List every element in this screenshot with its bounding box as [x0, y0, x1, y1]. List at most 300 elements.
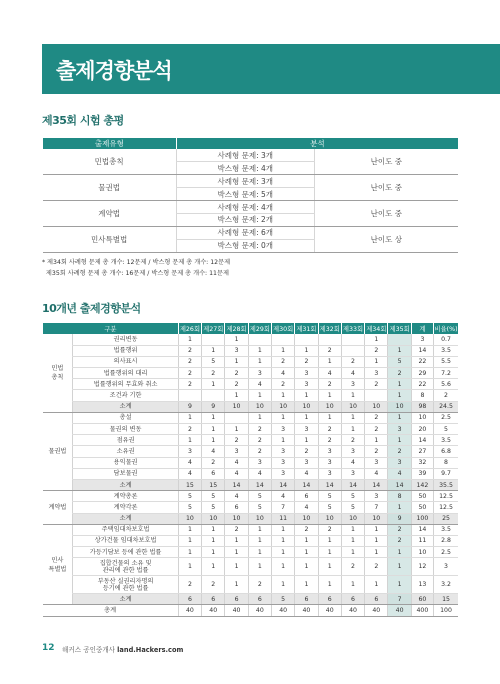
data-row: [43, 379, 459, 390]
value-cell: 12.5: [434, 502, 458, 513]
value-cell: 6: [225, 594, 248, 605]
value-cell: 14: [388, 479, 411, 490]
value-cell: 7: [365, 502, 388, 513]
item-cell: 사례형 문제: 3개: [176, 175, 314, 188]
column-header: 제34회: [365, 323, 388, 334]
value-cell: 4: [225, 468, 248, 479]
value-cell: 2: [318, 524, 341, 535]
value-cell: 1: [248, 345, 271, 356]
value-cell: [341, 334, 364, 345]
value-cell: 10: [225, 513, 248, 524]
value-cell: 3: [248, 368, 271, 379]
value-cell: 3: [271, 446, 294, 457]
value-cell: 8: [411, 390, 433, 401]
value-cell: 1: [271, 558, 294, 576]
page-title: 출제경향분석: [56, 59, 172, 83]
value-cell: 5: [271, 594, 294, 605]
column-header: 제28회: [225, 323, 248, 334]
data-row: [43, 576, 459, 594]
value-cell: 6: [341, 594, 364, 605]
value-cell: 0.7: [434, 334, 458, 345]
item-cell: 박스형 문제: 2개: [176, 213, 314, 226]
value-cell: 1: [271, 390, 294, 401]
value-cell: 10: [271, 401, 294, 412]
note-line: * 제34회 사례형 문제 총 개수: 12문제 / 박스형 문제 총 개수: 12문제: [42, 259, 231, 266]
value-cell: 10: [341, 513, 364, 524]
value-cell: 5: [434, 424, 458, 435]
value-cell: 3: [318, 457, 341, 468]
item-cell: 사례형 문제: 3개: [176, 149, 314, 162]
value-cell: 2: [295, 446, 318, 457]
value-cell: 3: [295, 368, 318, 379]
value-cell: 5: [318, 502, 341, 513]
value-cell: 3.5: [434, 345, 458, 356]
section-title-ten-year: 10개년 출제경향분석: [42, 302, 141, 315]
value-cell: 1: [271, 576, 294, 594]
subtotal-row: [43, 479, 459, 490]
data-row: [43, 535, 459, 546]
topic-label: 상가건물 임대차보호법: [73, 535, 178, 546]
value-cell: 15: [178, 479, 201, 490]
value-cell: 11: [271, 513, 294, 524]
value-cell: 1: [295, 547, 318, 558]
value-cell: 1: [202, 435, 225, 446]
value-cell: 2.5: [434, 412, 458, 423]
footer-site: land.Hackers.com: [117, 646, 184, 654]
value-cell: 1: [295, 558, 318, 576]
value-cell: 5: [318, 491, 341, 502]
value-cell: 1: [178, 334, 201, 345]
value-cell: 10: [341, 401, 364, 412]
column-header: 제30회: [271, 323, 294, 334]
value-cell: 2: [178, 424, 201, 435]
value-cell: 14: [295, 479, 318, 490]
value-cell: 14: [225, 479, 248, 490]
value-cell: 2: [365, 379, 388, 390]
footer-brand-name: 해커스 공인중개사: [62, 646, 116, 654]
value-cell: 3.5: [434, 524, 458, 535]
value-cell: 1: [341, 390, 364, 401]
value-cell: 2: [341, 356, 364, 367]
note-line: 제35회 사례형 문제 총 개수: 16문제 / 박스형 문제 총 개수: 11문제: [42, 269, 229, 277]
value-cell: [248, 334, 271, 345]
item-cell: 사례형 문제: 4개: [176, 201, 314, 214]
value-cell: 12: [411, 558, 433, 576]
type-cell: 민사특별법: [43, 226, 177, 252]
value-cell: 10: [411, 412, 433, 423]
value-cell: 14: [411, 345, 433, 356]
value-cell: 2: [178, 345, 201, 356]
type-cell: 계약법: [43, 201, 177, 227]
value-cell: 1: [248, 390, 271, 401]
value-cell: 5: [341, 491, 364, 502]
value-cell: 3: [318, 468, 341, 479]
value-cell: 2: [178, 356, 201, 367]
value-cell: 4: [365, 468, 388, 479]
value-cell: 1: [388, 379, 411, 390]
column-header: 출제유형: [43, 138, 177, 149]
value-cell: 4: [271, 491, 294, 502]
value-cell: 3: [248, 457, 271, 468]
value-cell: 2: [295, 524, 318, 535]
value-cell: 1: [295, 412, 318, 423]
value-cell: 1: [178, 535, 201, 546]
value-cell: 3: [388, 424, 411, 435]
value-cell: 1: [365, 535, 388, 546]
value-cell: 1: [271, 412, 294, 423]
data-row: [43, 412, 459, 423]
subtotal-label: 소계: [73, 479, 178, 490]
value-cell: 2: [178, 576, 201, 594]
value-cell: [202, 390, 225, 401]
value-cell: 13: [411, 576, 433, 594]
value-cell: 1: [271, 547, 294, 558]
data-row: [43, 345, 459, 356]
topic-label: 계약총론: [73, 491, 178, 502]
column-header: 제32회: [318, 323, 341, 334]
value-cell: 2: [318, 435, 341, 446]
value-cell: 32: [411, 457, 433, 468]
value-cell: 40: [271, 605, 294, 616]
value-cell: 8: [388, 491, 411, 502]
subtotal-row: [43, 513, 459, 524]
value-cell: 5: [341, 502, 364, 513]
value-cell: 1: [202, 535, 225, 546]
value-cell: 3: [365, 368, 388, 379]
value-cell: 1: [202, 412, 225, 423]
value-cell: 8: [434, 457, 458, 468]
value-cell: 22: [411, 379, 433, 390]
column-header: 계: [411, 323, 433, 334]
value-cell: 1: [295, 345, 318, 356]
value-cell: 2: [178, 368, 201, 379]
value-cell: 98: [411, 401, 433, 412]
value-cell: 1: [202, 345, 225, 356]
value-cell: 1: [341, 412, 364, 423]
value-cell: 9: [178, 401, 201, 412]
value-cell: 2: [388, 446, 411, 457]
value-cell: 22: [411, 356, 433, 367]
value-cell: 3: [178, 446, 201, 457]
value-cell: 10: [388, 401, 411, 412]
value-cell: 1: [388, 412, 411, 423]
value-cell: 1: [388, 558, 411, 576]
data-row: [43, 524, 459, 535]
value-cell: 1: [225, 356, 248, 367]
subtotal-row: [43, 594, 459, 605]
value-cell: 2: [248, 446, 271, 457]
value-cell: 3: [434, 558, 458, 576]
value-cell: 2: [202, 368, 225, 379]
value-cell: 1: [202, 558, 225, 576]
value-cell: 2: [434, 390, 458, 401]
data-row: [43, 457, 459, 468]
page-number: 12: [42, 643, 55, 653]
value-cell: 2: [365, 446, 388, 457]
value-cell: 1: [225, 424, 248, 435]
value-cell: 5: [202, 356, 225, 367]
value-cell: 1: [271, 524, 294, 535]
value-cell: 4: [202, 446, 225, 457]
value-cell: 1: [341, 547, 364, 558]
value-cell: 1: [248, 356, 271, 367]
column-header: 구분: [43, 323, 179, 334]
item-cell: 박스형 문제: 5개: [176, 188, 314, 201]
value-cell: 1: [178, 412, 201, 423]
topic-label: 권리변동: [73, 334, 178, 345]
review-row: [43, 226, 459, 239]
value-cell: 1: [225, 558, 248, 576]
value-cell: 5: [202, 491, 225, 502]
value-cell: 20: [411, 424, 433, 435]
value-cell: 3.5: [434, 435, 458, 446]
value-cell: 12.5: [434, 491, 458, 502]
value-cell: 6: [295, 594, 318, 605]
value-cell: 1: [248, 558, 271, 576]
value-cell: [388, 334, 411, 345]
value-cell: 1: [318, 535, 341, 546]
value-cell: 1: [341, 535, 364, 546]
column-header: 제26회: [178, 323, 201, 334]
value-cell: 3: [388, 457, 411, 468]
value-cell: 1: [202, 379, 225, 390]
value-cell: 3: [341, 468, 364, 479]
value-cell: 10: [248, 513, 271, 524]
value-cell: 1: [318, 558, 341, 576]
value-cell: 1: [388, 502, 411, 513]
value-cell: 1: [365, 356, 388, 367]
value-cell: 1: [178, 524, 201, 535]
value-cell: 1: [341, 424, 364, 435]
value-cell: 5: [202, 502, 225, 513]
value-cell: 1: [295, 576, 318, 594]
value-cell: 1: [365, 334, 388, 345]
value-cell: 10: [365, 401, 388, 412]
value-cell: 3: [341, 446, 364, 457]
value-cell: 2: [295, 356, 318, 367]
data-row: [43, 502, 459, 513]
value-cell: 6: [202, 594, 225, 605]
value-cell: 4: [248, 379, 271, 390]
value-cell: 2: [365, 345, 388, 356]
topic-label: 법률행위의 대리: [73, 368, 178, 379]
value-cell: 3: [411, 334, 433, 345]
value-cell: 2: [225, 368, 248, 379]
value-cell: 1: [388, 435, 411, 446]
topic-label: 계약각론: [73, 502, 178, 513]
value-cell: 1: [318, 576, 341, 594]
value-cell: 50: [411, 491, 433, 502]
value-cell: 29: [411, 368, 433, 379]
value-cell: 2: [318, 424, 341, 435]
value-cell: 1: [388, 390, 411, 401]
value-cell: 3: [225, 345, 248, 356]
value-cell: 14: [365, 479, 388, 490]
value-cell: 14: [318, 479, 341, 490]
value-cell: 14: [341, 479, 364, 490]
value-cell: 4: [225, 491, 248, 502]
value-cell: 1: [248, 547, 271, 558]
topic-label: 담보물권: [73, 468, 178, 479]
value-cell: 40: [178, 605, 201, 616]
notes: [42, 258, 230, 279]
topic-label: 집합건물의 소유 및 관리에 관한 법률: [73, 558, 178, 576]
value-cell: 10: [411, 547, 433, 558]
value-cell: 3: [271, 468, 294, 479]
value-cell: 1: [388, 345, 411, 356]
column-header: 제29회: [248, 323, 271, 334]
value-cell: 4: [271, 368, 294, 379]
data-row: [43, 446, 459, 457]
value-cell: 6: [318, 594, 341, 605]
value-cell: 6: [365, 594, 388, 605]
topic-label: 조건과 기한: [73, 390, 178, 401]
value-cell: 39: [411, 468, 433, 479]
value-cell: [295, 334, 318, 345]
value-cell: 40: [341, 605, 364, 616]
value-cell: 1: [202, 547, 225, 558]
value-cell: 14: [411, 524, 433, 535]
value-cell: 2: [225, 379, 248, 390]
topic-label: 총설: [73, 412, 178, 423]
type-cell: 물권법: [43, 175, 177, 201]
value-cell: 1: [225, 334, 248, 345]
value-cell: 1: [341, 576, 364, 594]
topic-label: 법률행위의 무효와 취소: [73, 379, 178, 390]
value-cell: 2: [388, 524, 411, 535]
value-cell: 2.5: [434, 547, 458, 558]
topic-label: 부동산 실권리자명의 등기에 관한 법률: [73, 576, 178, 594]
value-cell: 3: [295, 457, 318, 468]
value-cell: 1: [271, 435, 294, 446]
value-cell: 3: [225, 446, 248, 457]
value-cell: 3: [271, 424, 294, 435]
data-row: [43, 334, 459, 345]
value-cell: 2: [225, 435, 248, 446]
value-cell: 10: [295, 513, 318, 524]
value-cell: 9: [388, 513, 411, 524]
value-cell: 3.2: [434, 576, 458, 594]
group-label: 물권법: [43, 412, 73, 490]
data-row: [43, 368, 459, 379]
value-cell: 3: [341, 379, 364, 390]
topic-label: 법률행위: [73, 345, 178, 356]
value-cell: 4: [341, 368, 364, 379]
value-cell: 100: [411, 513, 433, 524]
value-cell: 4: [318, 368, 341, 379]
value-cell: 15: [434, 594, 458, 605]
value-cell: 10: [225, 401, 248, 412]
topic-label: 소유권: [73, 446, 178, 457]
value-cell: 1: [318, 390, 341, 401]
value-cell: [318, 334, 341, 345]
title-banner: [42, 44, 500, 94]
column-header: 제27회: [202, 323, 225, 334]
value-cell: 5: [248, 502, 271, 513]
value-cell: 2: [202, 576, 225, 594]
value-cell: 1: [295, 390, 318, 401]
value-cell: [271, 334, 294, 345]
value-cell: 1: [318, 412, 341, 423]
value-cell: [225, 412, 248, 423]
value-cell: [178, 390, 201, 401]
value-cell: 1: [178, 558, 201, 576]
group-label: 민법 총칙: [43, 334, 73, 412]
column-header: 분석: [176, 138, 458, 149]
value-cell: 7.2: [434, 368, 458, 379]
value-cell: 1: [365, 435, 388, 446]
value-cell: 6: [178, 594, 201, 605]
value-cell: 2: [271, 379, 294, 390]
value-cell: 2: [341, 435, 364, 446]
value-cell: 4: [295, 468, 318, 479]
value-cell: 2: [202, 457, 225, 468]
value-cell: 2: [365, 412, 388, 423]
subtotal-label: 소계: [73, 401, 178, 412]
value-cell: 2: [388, 535, 411, 546]
value-cell: 3: [295, 424, 318, 435]
value-cell: 1: [271, 345, 294, 356]
value-cell: 2: [248, 424, 271, 435]
value-cell: 6: [248, 594, 271, 605]
item-cell: 박스형 문제: 4개: [176, 162, 314, 175]
value-cell: 5.6: [434, 379, 458, 390]
value-cell: 40: [248, 605, 271, 616]
column-header: 제33회: [341, 323, 364, 334]
ten-year-analysis-table: [42, 323, 458, 617]
value-cell: 100: [434, 605, 458, 616]
value-cell: 2: [318, 379, 341, 390]
value-cell: 1: [295, 535, 318, 546]
value-cell: 4: [295, 502, 318, 513]
total-label: 총계: [43, 605, 179, 616]
value-cell: 2: [365, 558, 388, 576]
section-title-exam-review: 제35회 시험 총평: [42, 114, 124, 127]
value-cell: 1: [178, 435, 201, 446]
value-cell: 7: [388, 594, 411, 605]
review-row: [43, 201, 459, 214]
value-cell: 2: [388, 368, 411, 379]
value-cell: 1: [225, 535, 248, 546]
value-cell: 1: [365, 576, 388, 594]
data-row: [43, 468, 459, 479]
topic-label: 점유권: [73, 435, 178, 446]
difficulty-cell: 난이도 중: [314, 201, 458, 227]
value-cell: 60: [411, 594, 433, 605]
column-header: 제31회: [295, 323, 318, 334]
value-cell: 7: [271, 502, 294, 513]
value-cell: 10: [318, 513, 341, 524]
data-row: [43, 547, 459, 558]
difficulty-cell: 난이도 중: [314, 175, 458, 201]
value-cell: 11: [411, 535, 433, 546]
value-cell: 4: [388, 468, 411, 479]
value-cell: 10: [178, 513, 201, 524]
value-cell: 2: [248, 576, 271, 594]
value-cell: 50: [411, 502, 433, 513]
value-cell: 6: [225, 502, 248, 513]
value-cell: 1: [365, 524, 388, 535]
value-cell: 1: [225, 390, 248, 401]
value-cell: 40: [225, 605, 248, 616]
group-label: 민사 특별법: [43, 524, 73, 605]
value-cell: 142: [411, 479, 433, 490]
value-cell: 1: [202, 424, 225, 435]
value-cell: 2: [178, 379, 201, 390]
value-cell: 3: [365, 491, 388, 502]
data-row: [43, 558, 459, 576]
value-cell: 1: [202, 524, 225, 535]
